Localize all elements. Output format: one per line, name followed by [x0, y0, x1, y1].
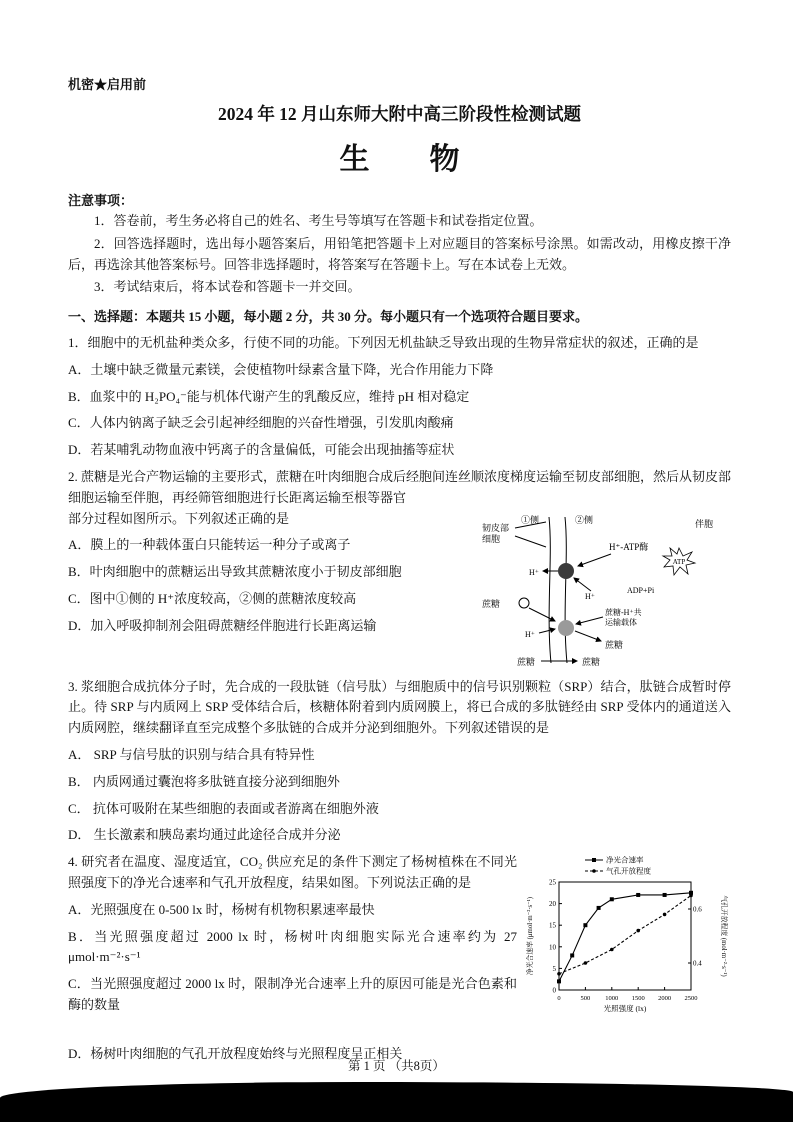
phloem-cell-label-2: 细胞: [482, 533, 501, 544]
notice-item-3: 3．考试结束后，将本试卷和答题卡一并交回。: [94, 279, 361, 295]
svg-text:气孔开放程度 (mol·m⁻²·s⁻¹): 气孔开放程度 (mol·m⁻²·s⁻¹): [720, 895, 727, 977]
side1-label: ①侧: [521, 514, 540, 525]
side2-label: ②侧: [575, 514, 594, 525]
companion-cell-label: 伴胞: [695, 518, 714, 529]
question-3-option-a: A． SRP 与信号肽的识别与结合具有特异性: [68, 746, 315, 762]
question-4: [68, 852, 731, 1065]
svg-text:气孔开放程度: 气孔开放程度: [606, 866, 651, 876]
question-2-option-b: B．叶肉细胞中的蔗糖运出导致其蔗糖浓度小于韧皮部细胞: [68, 564, 402, 580]
question-1-stem: 1．细胞中的无机盐种类众多，行使不同的功能。下列因无机盐缺乏导致出现的生物异常症状的叙述，正确的是: [68, 334, 699, 350]
question-3: [68, 677, 731, 847]
adp-label: ADP+Pi: [627, 585, 655, 595]
question-1-option-a: A．土壤中缺乏微量元素镁，会使植物叶绿素含量下降，光合作用能力下降: [68, 361, 494, 377]
notice-item-2: 2．回答选择题时，选出每小题答案后，用铅笔把答题卡上对应题目的答案标号涂黑。如需改动，用橡皮擦干净后，再选涂其他答案标号。回答非选择题时，将答案写在答题卡上。写在本试卷上无效。: [68, 235, 731, 272]
notice-heading: 注意事项：: [68, 193, 134, 208]
svg-text:15: 15: [549, 921, 556, 930]
page-footer: 第 1 页 （共8页）: [348, 1059, 445, 1073]
question-2-option-c: C．图中①侧的 H⁺浓度较高，②侧的蔗糖浓度较高: [68, 590, 357, 606]
svg-text:0.4: 0.4: [693, 959, 702, 968]
h-plus-label-1: H⁺: [529, 567, 539, 577]
svg-text:25: 25: [549, 878, 556, 887]
question-1-option-c: C．人体内钠离子缺乏会引起神经细胞的兴奋性增强，引发肌肉酸痛: [68, 415, 454, 431]
proton-pump-icon: [558, 563, 574, 579]
question-4-stem: 4. 研究者在温度、湿度适宜，CO₂ 供应充足的条件下测定了杨树植株在不同光照强度下的净光合速率和气孔开放程度，结果如图。下列说法正确的是: [68, 854, 517, 890]
svg-text:500: 500: [580, 995, 591, 1003]
svg-text:5: 5: [552, 965, 556, 974]
subject-title: 生 物: [339, 143, 460, 176]
svg-text:0: 0: [557, 995, 561, 1003]
svg-text:1000: 1000: [605, 995, 619, 1003]
h-plus-label-3: H⁺: [525, 629, 535, 639]
atp-label: ATP: [672, 557, 686, 566]
question-2-option-a: A．膜上的一种载体蛋白只能转运一种分子或离子: [68, 537, 351, 553]
svg-text:1500: 1500: [631, 995, 645, 1003]
question-2-stem: 2. 蔗糖是光合产物运输的主要形式，蔗糖在叶肉细胞合成后经胞间连丝顺浓度梯度运输至韧皮部细胞，然后从韧皮部细胞运输至伴胞，再经筛管细胞进行长距离运输至根等器官: [68, 468, 732, 505]
question-1-option-d: D．若某哺乳动物血液中钙离子的含量偏低，可能会出现抽搐等症状: [68, 442, 455, 458]
h-plus-label-2: H⁺: [585, 591, 595, 601]
question-3-option-d: D． 生长激素和胰岛素均通过此途径合成并分泌: [68, 827, 341, 843]
question-2-option-d: D．加入呼吸抑制剂会阻碍蔗糖经伴胞进行长距离运输: [68, 617, 377, 633]
svg-text:0: 0: [552, 986, 556, 995]
svg-text:净光合速率 (μmol·m⁻²·s⁻¹): 净光合速率 (μmol·m⁻²·s⁻¹): [527, 897, 534, 976]
question-3-option-c: C． 抗体可吸附在某些细胞的表面或者游离在细胞外液: [68, 800, 379, 816]
notice-section: [68, 190, 731, 298]
svg-text:净光合速率: 净光合速率: [606, 855, 644, 865]
question-3-option-b: B． 内质网通过囊泡将多肽链直接分泌到细胞外: [68, 773, 340, 789]
cotransporter-label-1: 蔗糖-H⁺共: [605, 607, 642, 617]
svg-text:光照强度 (lx): 光照强度 (lx): [603, 1004, 647, 1014]
question-4-option-a: A．光照强度在 0-500 lx 时，杨树有机物积累速率最快: [68, 901, 375, 917]
sucrose-label-4: 蔗糖: [582, 656, 601, 667]
question-1-option-b: B．血浆中的 H₂PO₄⁻能与机体代谢产生的乳酸反应，维持 pH 相对稳定: [68, 388, 470, 404]
question-4-option-b: B．当光照强度超过 2000 lx 时，杨树叶肉细胞实际光合速率约为 27 μmol·m⁻²·s⁻¹: [68, 928, 517, 965]
svg-text:0.6: 0.6: [693, 905, 702, 914]
scan-artifact-bottom: [0, 1082, 793, 1122]
question-1: [68, 333, 731, 461]
cotransporter-label-2: 运输载体: [605, 617, 637, 627]
photosynthesis-chart: [523, 852, 731, 1038]
sucrose-transport-diagram: [479, 511, 731, 669]
svg-text:20: 20: [549, 900, 556, 909]
svg-text:10: 10: [549, 943, 556, 952]
question-4-option-c: C．当光照强度超过 2000 lx 时，限制净光合速率上升的原因可能是光合色素和酶的数量: [68, 976, 517, 1012]
svg-text:2500: 2500: [684, 995, 698, 1003]
section-heading: 一、选择题：本题共 15 小题，每小题 2 分，共 30 分。每小题只有一个选项符合题目要求。: [68, 309, 589, 325]
question-2: [68, 467, 732, 667]
sucrose-label-1: 蔗糖: [482, 598, 501, 609]
photosynthesis-chart-figure: [523, 852, 731, 1042]
svg-text:2000: 2000: [658, 995, 672, 1003]
sucrose-label-3: 蔗糖: [517, 656, 536, 667]
question-2-stem-cont: 部分过程如图所示。下列叙述正确的是: [68, 510, 290, 526]
sucrose-transport-figure: [479, 511, 731, 673]
cotransporter-icon: [558, 620, 574, 636]
question-3-stem: 3. 浆细胞合成抗体分子时，先合成的一段肽链（信号肽）与细胞质中的信号识别颗粒（SRP）结合，肽链合成暂时停止。待 SRP 与内质网上 SRP 受体结合后，核糖体附着到内质网膜上，将已合成的多肽链经由 SRP 受体内的通道送入内质网腔，继续翻译直至完成整个多肽链的合成并分泌到细胞外。下列叙述错误的是: [68, 678, 731, 736]
sucrose-label-2: 蔗糖: [605, 639, 624, 650]
phloem-cell-label: 韧皮部: [482, 522, 510, 533]
exam-title: 2024 年 12 月山东师大附中高三阶段性检测试题: [217, 104, 582, 124]
confidential-label: 机密★启用前: [68, 77, 147, 92]
atpase-label: H⁺-ATP酶: [609, 541, 649, 552]
notice-item-1: 1．答卷前，考生务必将自己的姓名、考生号等填写在答题卡和试卷指定位置。: [94, 213, 543, 228]
question-4-option-d: D．杨树叶肉细胞的气孔开放程度始终与光照程度呈正相关: [68, 1046, 403, 1062]
